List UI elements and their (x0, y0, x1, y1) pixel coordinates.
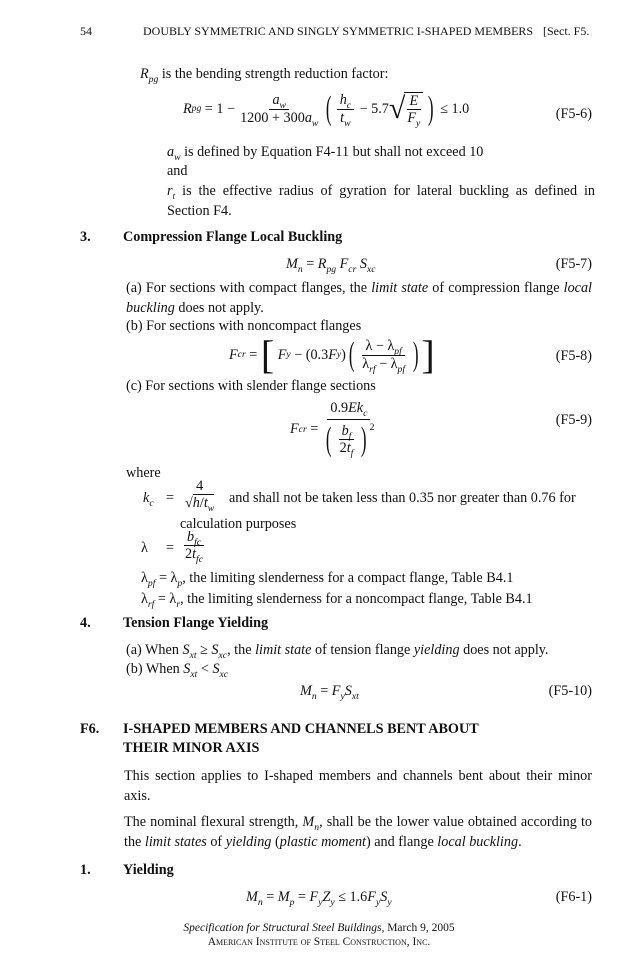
lambda-equals: = (166, 540, 175, 556)
section-f6-number: F6. (80, 721, 100, 737)
rt-definition: $r_t$ is the effective radius of gyration for lateral buckling as defined in Section F4. (167, 183, 596, 219)
section-3-number: 3. (80, 229, 91, 245)
where-text: where (126, 465, 161, 481)
f6-paragraph-1: This section applies to I-shaped members and channels bent about their minor axis. (124, 768, 592, 804)
lambda-pf-definition: $\lambda_{pf} = \lambda_p$, the limiting slenderness for a compact flange, Table B4.1 (141, 570, 514, 589)
equation-f5-8: F cr = [ F y − (0.3 F y ) ( $\frac{\lambda - \lambda_{pf}}{\lambda_{rf} - \lambda_{pf}}$ ) ] (229, 332, 435, 377)
section-f6-title-line2: THEIR MINOR AXIS (123, 740, 260, 756)
aw-definition: $a_w$ is defined by Equation F4-11 but shall not exceed 10 (167, 144, 484, 163)
eq-number-f5-8: (F5-8) (555, 348, 592, 364)
section-4-title: Tension Flange Yielding (123, 615, 269, 631)
kc-equals: = (166, 490, 175, 506)
kc-description-cont: calculation purposes (180, 516, 297, 532)
subsection-1-number: 1. (80, 862, 91, 878)
eq-number-f6-1: (F6-1) (555, 889, 592, 905)
case-4b: (b) When $S_{xt} < S_{xc}$ (126, 661, 229, 680)
and-text: and (167, 163, 188, 179)
case-a-compact: (a) For sections with compact flanges, the limit state of compression flange local buckling does not apply. (126, 280, 592, 316)
kc-description: and shall not be taken less than 0.35 nor greater than 0.76 for (229, 490, 576, 506)
section-ref: [Sect. F5. (543, 24, 590, 38)
section-3-title: Compression Flange Local Buckling (123, 229, 343, 245)
lambda-fraction: $\frac{b_{fc}}{2t_{fc}}$ (185, 529, 204, 566)
equation-f5-6: R pg = 1 − $\frac{a_w}{1200 + 300a_w}$ ( $\frac{h_c}{t_w}$ − 5.7 √ $\frac{E}{F_y}$ ) ≤ 1.0 (183, 90, 470, 129)
eq-number-f5-7: (F5-7) (555, 256, 592, 272)
equation-f6-1: $M_n = M_p = F_yZ_y \le 1.6F_yS_y$ (246, 889, 392, 908)
f6-paragraph-2: The nominal flexural strength, $M_n$, shall be the lower value obtained according to the limit states of yielding (plastic moment) and flange local buckling. (124, 814, 592, 850)
kc-symbol: $k_c$ (143, 490, 154, 509)
eq-number-f5-9: (F5-9) (555, 412, 592, 428)
equation-f5-9: F cr = $0.9Ek_c$ ( $\frac{b_f}{2t_f}$ ) $^2$ (290, 400, 375, 460)
eq-number-f5-10: (F5-10) (548, 683, 592, 699)
eq-number-f5-6: (F5-6) (555, 106, 592, 122)
running-title: DOUBLY SYMMETRIC AND SINGLY SYMMETRIC I-SHAPED MEMBERS (143, 24, 534, 38)
equation-f5-10: $M_n = F_yS_{xt}$ (300, 683, 359, 702)
section-4-number: 4. (80, 615, 91, 631)
case-c-slender: (c) For sections with slender flange sections (126, 378, 376, 394)
case-4a: (a) When $S_{xt} \ge S_{xc}$, the limit state of tension flange yielding does not apply. (126, 642, 549, 661)
kc-fraction: $\frac{4}{√h/t_w}$ (185, 478, 215, 515)
subsection-1-title: Yielding (123, 862, 174, 878)
section-f6-title-line1: I-SHAPED MEMBERS AND CHANNELS BENT ABOUT (123, 721, 479, 737)
footer-line-1: Specification for Structural Steel Buildings, March 9, 2005 (183, 922, 455, 934)
lambda-symbol: λ (141, 540, 148, 556)
page-number: 54 (80, 24, 92, 38)
case-b-noncompact: (b) For sections with noncompact flanges (126, 318, 362, 334)
rpg-intro: $R_{pg}$ is the bending strength reduction factor: (140, 66, 389, 85)
equation-f5-7: $M_n = R_{pg}$ $F_{cr}$ $S_{xc}$ (286, 256, 376, 275)
lambda-rf-definition: $\lambda_{rf} = \lambda_r$, the limiting slenderness for a noncompact flange, Table B4.1 (141, 591, 533, 610)
footer-line-2: American Institute of Steel Construction, Inc. (207, 936, 431, 948)
